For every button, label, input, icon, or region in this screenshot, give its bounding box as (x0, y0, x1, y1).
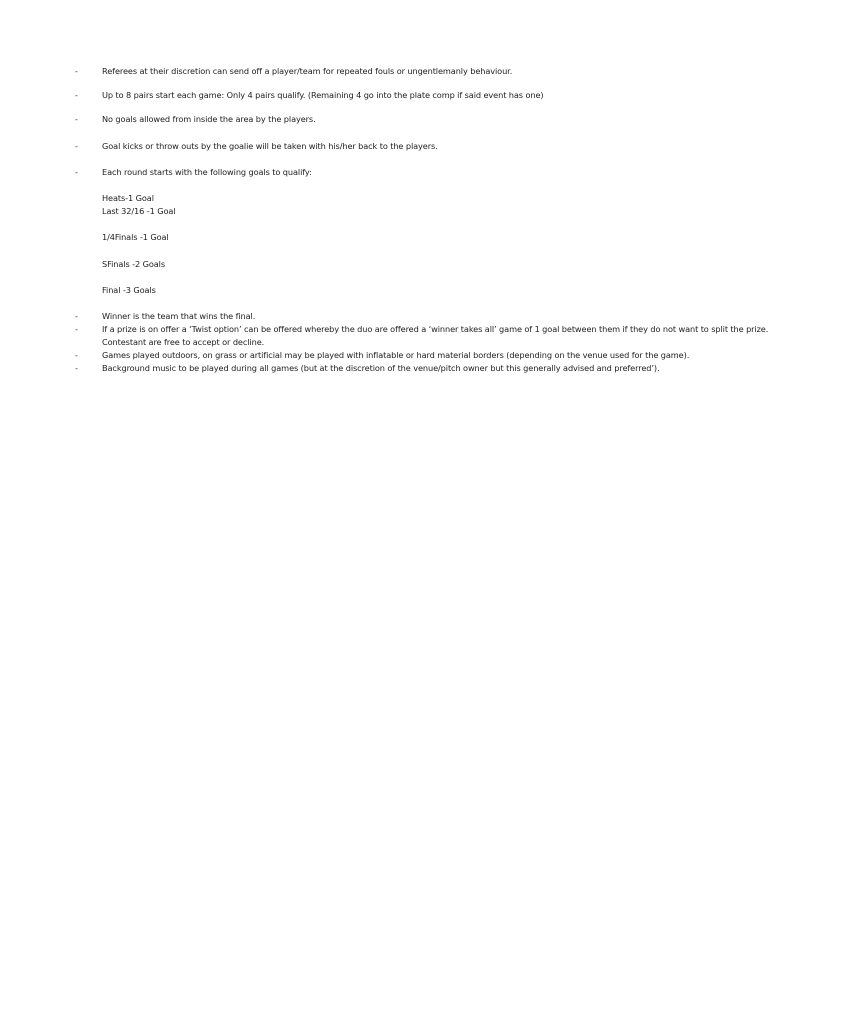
rule-text: Games played outdoors, on grass or artificial may be played with inflatable or hard material borders (depending on the venue used for the game). (102, 350, 690, 360)
bullet-marker: - (75, 351, 78, 360)
bullet-marker: - (75, 312, 78, 321)
rule-text: Goal kicks or throw outs by the goalie will be taken with his/her back to the players. (102, 141, 438, 151)
goal-semi-finals: SFinals -2 Goals (102, 259, 166, 269)
rule-text: Up to 8 pairs start each game: Only 4 pairs qualify. (Remaining 4 go into the plate comp if said event has one) (102, 90, 544, 100)
rule-text: Each round starts with the following goals to qualify: (102, 167, 312, 177)
bullet-marker: - (75, 142, 78, 151)
bullet-marker: - (75, 67, 78, 76)
rule-text: No goals allowed from inside the area by the players. (102, 114, 316, 124)
bullet-marker: - (75, 364, 78, 373)
bullet-marker: - (75, 168, 78, 177)
goal-final: Final -3 Goals (102, 285, 156, 295)
bullet-marker: - (75, 115, 78, 124)
bullet-marker: - (75, 91, 78, 100)
rule-text: Background music to be played during all games (but at the discretion of the venue/pitch owner but this generally advised and preferred’). (102, 363, 660, 373)
rule-text: Winner is the team that wins the final. (102, 311, 256, 321)
rule-text: Referees at their discretion can send off a player/team for repeated fouls or ungentlemanly behaviour. (102, 66, 513, 76)
goal-last32: Last 32/16 -1 Goal (102, 206, 176, 216)
goal-quarter-finals: 1/4Finals -1 Goal (102, 232, 169, 242)
rule-text: If a prize is on offer a ‘Twist option’ can be offered whereby the duo are offered a ‘winner takes all’ game of 1 goal between them if they do not want to split the prize. Contestant are free to accept or decline. (102, 324, 769, 347)
goal-heats: Heats-1 Goal (102, 193, 154, 203)
bullet-marker: - (75, 325, 78, 334)
